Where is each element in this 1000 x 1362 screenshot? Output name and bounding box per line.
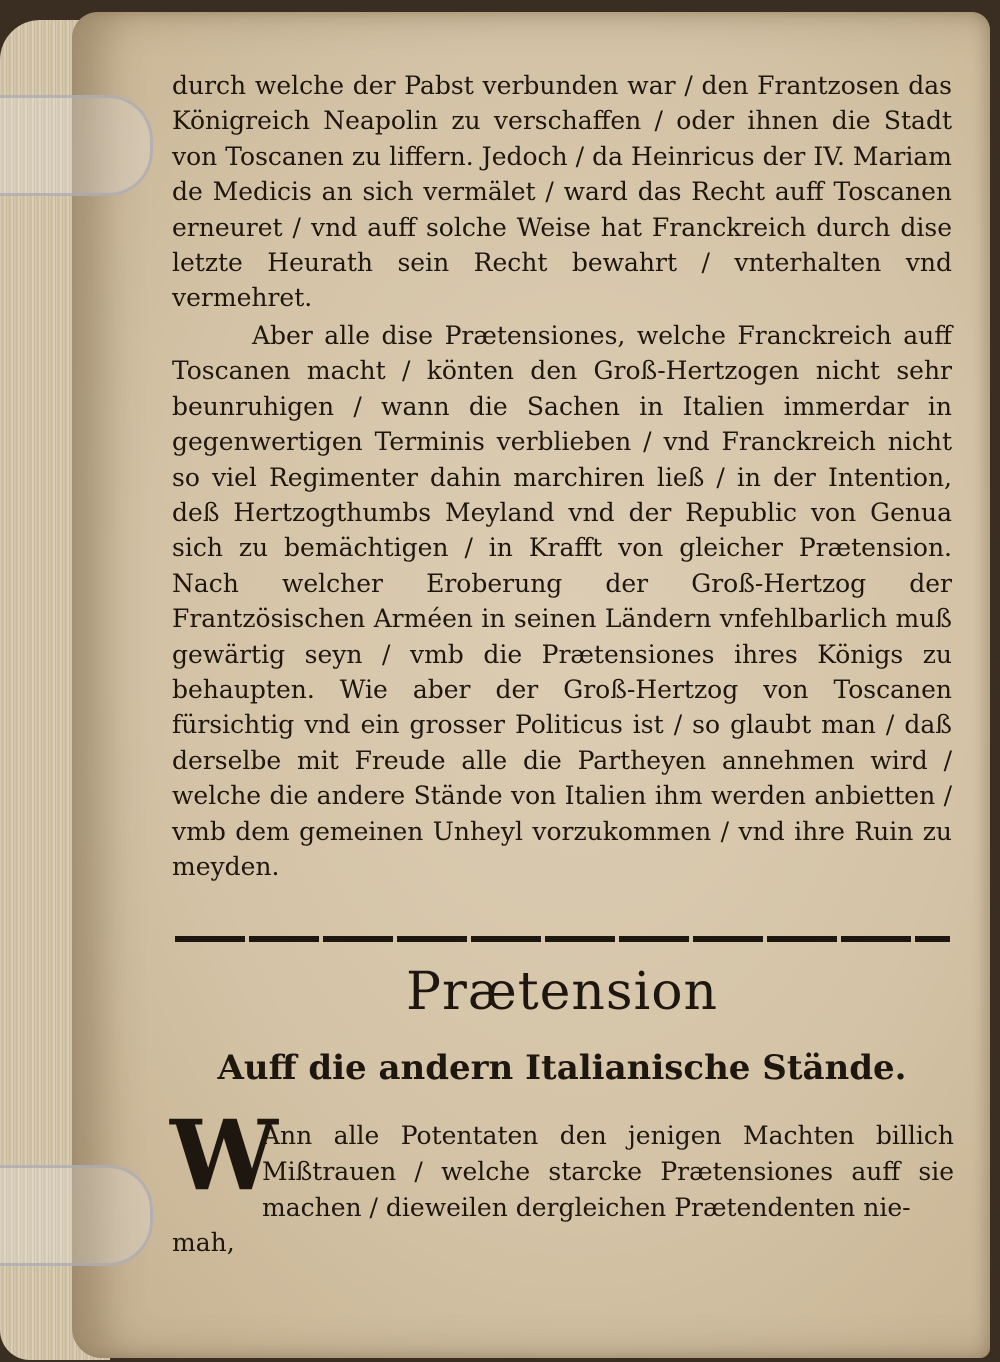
paragraph-1: durch welche der Pabst verbunden war / den Frantzosen das Königreich Neapolin zu verschaffen / oder ihnen die Stadt von Toscanen zu liffern. Jedoch / da Heinricus der IV. Mariam de Medicis an sich vermälet / ward das Recht auff Toscanen erneuret / vnd auff solche Weise hat Franckreich durch dise letzte Heurath sein Recht bewahrt / vnterhalten vnd vermehret.: [172, 71, 952, 313]
drop-cap-initial: W: [170, 1099, 278, 1212]
section-body: Ann alle Potentaten den jenigen Machten billich Mißtrauen / welche starcke Prætensiones auff sie machen / dieweilen dergleichen Prætendenten nie-: [262, 1121, 954, 1222]
section-divider: [175, 936, 950, 942]
catchword: mah,: [172, 1228, 235, 1257]
section-subtitle: Auff die andern Italianische Stände.: [217, 1048, 907, 1088]
page-clip: [0, 95, 153, 196]
paragraph-2: Aber alle dise Prætensiones, welche Franckreich auff Toscanen macht / könten den Groß-Hertzogen nicht sehr beunruhigen / wann die Sachen in Italien immerdar in gegenwertigen Terminis verblieben / vnd Franckreich nicht so viel Regimenter dahin marchiren ließ / in der Intention, deß Hertzogthumbs Meyland vnd der Republic von Genua sich zu bemächtigen / in Krafft von gleicher Prætension. Nach welcher Eroberung der Groß-Hertzog der Frantzösischen Arméen in seinen Ländern vnfehlbarlich muß gewärtig seyn / vmb die Prætensiones ihres Königs zu behaupten. Wie aber der Groß-Hertzog von Toscanen fürsichtig vnd ein grosser Politicus ist / so glaubt man / daß derselbe mit Freude alle die Partheyen annehmen wird / welche die andere Stände von Italien ihm werden anbietten / vmb dem gemeinen Unheyl vorzukommen / vnd ihre Ruin zu meyden.: [172, 321, 952, 882]
page-clip: [0, 1165, 153, 1266]
section-title: Prætension: [406, 962, 718, 1022]
